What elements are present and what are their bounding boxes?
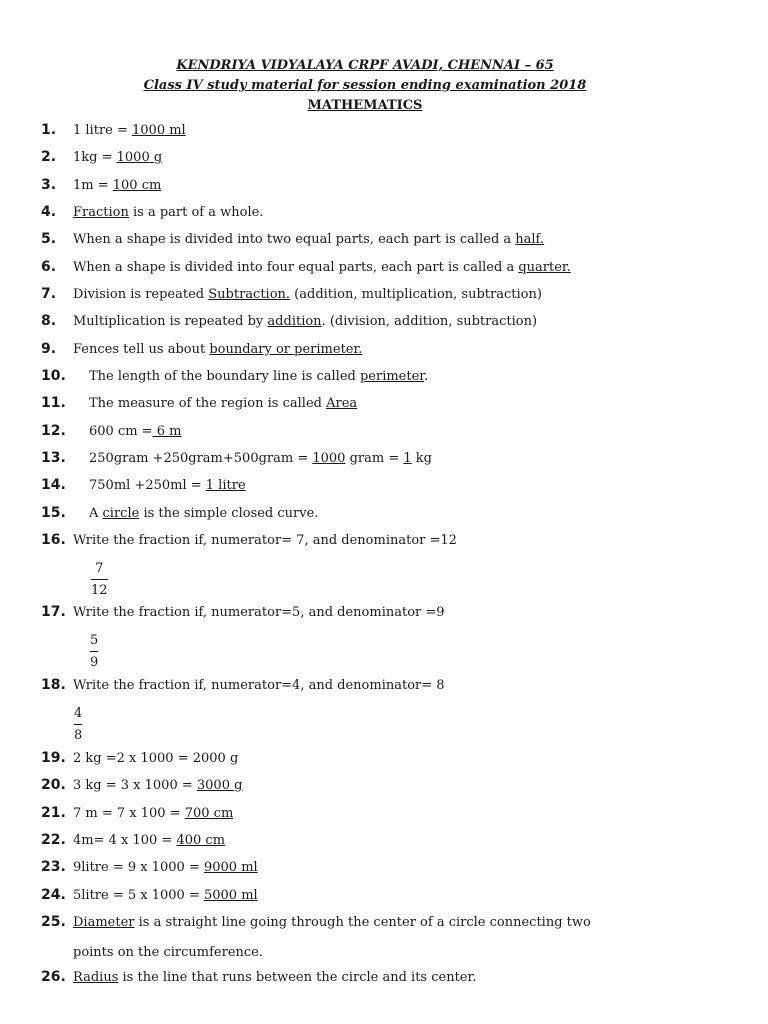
item-text: (addition, multiplication, subtraction)	[290, 287, 542, 302]
item-number: 10.	[41, 368, 66, 384]
item-text: Fences tell us about	[73, 342, 210, 357]
item-number: 17.	[41, 604, 66, 620]
underlined-answer: Diameter	[73, 915, 135, 930]
item-text: is the line that runs between the circle and its center.	[118, 970, 477, 985]
item-text: The measure of the region is called	[89, 396, 327, 411]
item-text: 1 litre =	[73, 123, 133, 138]
underlined-answer: perimeter	[359, 369, 425, 384]
item-text: 7 m = 7 x 100 =	[73, 806, 185, 821]
item-text: 750ml +250ml =	[89, 478, 206, 493]
question-item	[41, 172, 161, 199]
underlined-answer: circle	[102, 506, 140, 521]
underlined-answer: 1000 ml	[132, 123, 186, 138]
question-item	[41, 772, 242, 799]
item-number: 8.	[41, 313, 57, 329]
fraction-4-8	[74, 705, 82, 745]
item-number: 3.	[41, 177, 57, 193]
underlined-answer: 700 cm	[184, 806, 234, 821]
item-number: 5.	[41, 231, 57, 247]
underlined-answer: Fraction	[73, 205, 129, 220]
question-item	[41, 199, 263, 226]
question-item	[41, 254, 571, 281]
item-text: kg	[411, 451, 432, 466]
item-text: 4m= 4 x 100 =	[73, 833, 177, 848]
question-item	[41, 363, 428, 390]
subject-title: MATHEMATICS	[307, 98, 423, 113]
item-number: 24.	[41, 887, 66, 903]
question-item	[41, 390, 357, 417]
item-text: Multiplication is repeated by	[73, 314, 268, 329]
item-text: is a straight line going through the center of a circle connecting two	[134, 915, 591, 930]
item-text: Write the fraction if, numerator= 7, and denominator =12	[73, 533, 457, 548]
question-item	[41, 800, 233, 827]
question-item	[41, 308, 537, 335]
item-text: is the simple closed curve.	[139, 506, 319, 521]
question-item	[41, 281, 542, 308]
question-item	[41, 445, 432, 472]
fraction-bar	[91, 579, 108, 580]
question-item	[41, 226, 544, 253]
question-item	[41, 117, 186, 144]
question-item	[41, 599, 445, 626]
item-text: .	[424, 369, 429, 384]
item-number: 25.	[41, 914, 66, 930]
underlined-answer: addition	[267, 314, 322, 329]
item-text: When a shape is divided into two equal parts, each part is called a	[73, 232, 516, 247]
item-number: 2.	[41, 149, 57, 165]
fraction-7-12	[91, 560, 108, 600]
item-number: 20.	[41, 777, 66, 793]
item-number: 26.	[41, 969, 66, 985]
item-number: 14.	[41, 477, 66, 493]
underlined-answer: 1000 g	[116, 150, 163, 165]
item-text: 3 kg = 3 x 1000 =	[73, 778, 197, 793]
document-header	[0, 56, 730, 116]
underlined-answer: Area	[326, 396, 358, 411]
item-text: 1kg =	[73, 150, 117, 165]
item-text: The length of the boundary line is called	[89, 369, 360, 384]
item-number: 9.	[41, 341, 57, 357]
question-item	[41, 336, 362, 363]
item-number: 16.	[41, 532, 66, 548]
underlined-answer: half.	[515, 232, 545, 247]
question-item	[41, 827, 225, 854]
item-text: Write the fraction if, numerator=4, and denominator= 8	[73, 678, 445, 693]
fraction-numerator: 7	[95, 561, 104, 576]
document-subtitle: Class IV study material for session ending examination 2018	[143, 78, 587, 93]
item-number: 13.	[41, 450, 66, 466]
underlined-answer: Subtraction.	[208, 287, 291, 302]
school-name: KENDRIYA VIDYALAYA CRPF AVADI, CHENNAI – 65	[176, 58, 554, 73]
question-item	[41, 882, 258, 909]
question-item	[41, 472, 246, 499]
fraction-bar	[90, 651, 98, 652]
question-item	[41, 854, 258, 881]
underlined-answer: 9000 ml	[203, 860, 258, 875]
item-number: 4.	[41, 204, 57, 220]
fraction-numerator: 5	[90, 633, 99, 648]
item-number: 11.	[41, 395, 66, 411]
fraction-denominator: 12	[91, 583, 108, 598]
question-item	[41, 418, 181, 445]
underlined-answer: 6 m	[152, 424, 182, 439]
item-number: 15.	[41, 505, 66, 521]
item-text: 2 kg =2 x 1000 = 2000 g	[73, 751, 239, 766]
item-text: 1m =	[73, 178, 113, 193]
item-number: 7.	[41, 286, 57, 302]
item-number: 22.	[41, 832, 66, 848]
underlined-answer: 5000 ml	[203, 888, 258, 903]
underlined-answer: 1 litre	[205, 478, 246, 493]
item-25-continuation: points on the circumference.	[73, 945, 263, 960]
item-text: A	[89, 506, 103, 521]
fraction-denominator: 8	[74, 728, 83, 743]
item-text: 250gram +250gram+500gram =	[89, 451, 313, 466]
item-text: Write the fraction if, numerator=5, and denominator =9	[73, 605, 445, 620]
item-number: 19.	[41, 750, 66, 766]
underlined-answer: 3000 g	[196, 778, 243, 793]
item-number: 23.	[41, 859, 66, 875]
question-item	[41, 144, 162, 171]
question-item	[41, 500, 318, 527]
question-item	[41, 909, 591, 936]
fraction-numerator: 4	[74, 706, 83, 721]
fraction-5-9	[90, 632, 98, 672]
underlined-answer: boundary or perimeter.	[209, 342, 363, 357]
underlined-answer: Radius	[73, 970, 119, 985]
question-item	[41, 745, 238, 772]
fraction-denominator: 9	[90, 655, 99, 670]
item-text: When a shape is divided into four equal parts, each part is called a	[73, 260, 519, 275]
item-text: 9litre = 9 x 1000 =	[73, 860, 204, 875]
item-number: 18.	[41, 677, 66, 693]
question-item	[41, 672, 445, 699]
item-text: Division is repeated	[73, 287, 209, 302]
underlined-answer: 1000	[312, 451, 346, 466]
item-text: gram =	[345, 451, 404, 466]
fraction-bar	[74, 724, 82, 725]
question-item	[41, 527, 457, 554]
underlined-answer: quarter.	[518, 260, 571, 275]
underlined-answer: 100 cm	[112, 178, 162, 193]
item-text: 600 cm =	[89, 424, 153, 439]
item-text: 5litre = 5 x 1000 =	[73, 888, 204, 903]
item-number: 1.	[41, 122, 57, 138]
question-item	[41, 964, 476, 991]
item-text: . (division, addition, subtraction)	[321, 314, 538, 329]
underlined-answer: 400 cm	[176, 833, 226, 848]
underlined-answer: 1	[403, 451, 412, 466]
item-number: 12.	[41, 423, 66, 439]
item-text: is a part of a whole.	[128, 205, 264, 220]
item-number: 6.	[41, 259, 57, 275]
item-number: 21.	[41, 805, 66, 821]
